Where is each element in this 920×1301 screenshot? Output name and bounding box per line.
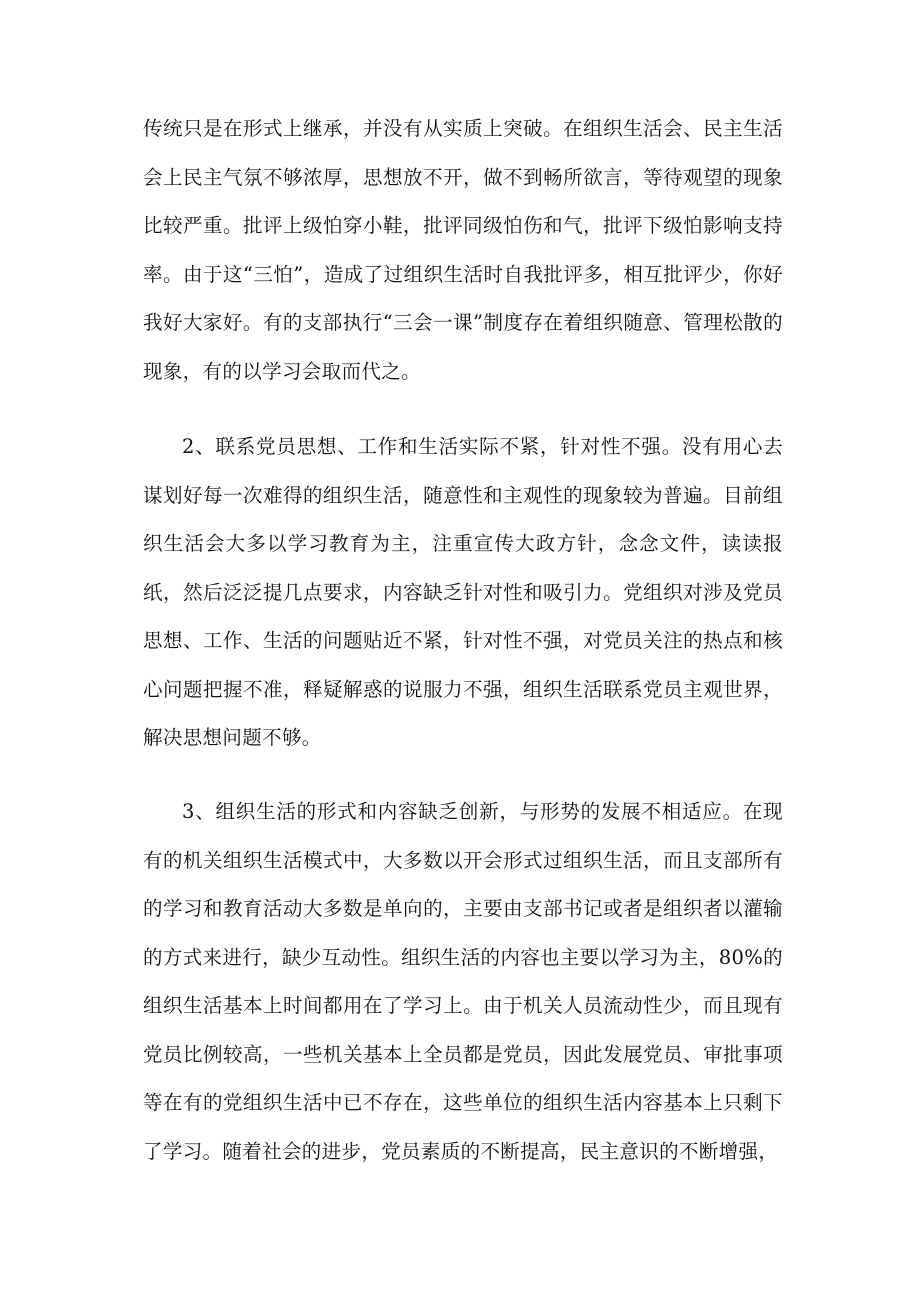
- paragraph-continuation: 传统只是在形式上继承，并没有从实质上突破。在组织生活会、民主生活会上民主气氛不够浓厚，思想放不开，做不到畅所欲言，等待观望的现象比较严重。批评上级怕穿小鞋，批评同级怕伤和气，批评下级怕影响支持率。由于这“三怕”，造成了过组织生活时自我批评多，相互批评少，你好我好大家好。有的支部执行“三会一课”制度存在着组织随意、管理松散的现象，有的以学习会取而代之。: [143, 117, 783, 383]
- paragraph-item-3: 3、组织生活的形式和内容缺乏创新，与形势的发展不相适应。在现有的机关组织生活模式中，大多数以开会形式过组织生活，而且支部所有的学习和教育活动大多数是单向的，主要由支部书记或者是组织者以灌输的方式来进行，缺少互动性。组织生活的内容也主要以学习为主，80%的组织生活基本上时间都用在了学习上。由于机关人员流动性少，而且现有党员比例较高，一些机关基本上全员都是党员，因此发展党员、审批事项等在有的党组织生活中已不存在，这些单位的组织生活内容基本上只剩下了学习。随着社会的进步，党员素质的不断提高，民主意识的不断增强，: [143, 800, 783, 1163]
- paragraph-item-2: 2、联系党员思想、工作和生活实际不紧，针对性不强。没有用心去谋划好每一次难得的组织生活，随意性和主观性的现象较为普遍。目前组织生活会大多以学习教育为主，注重宣传大政方针，念念文件，读读报纸，然后泛泛提几点要求，内容缺乏针对性和吸引力。党组织对涉及党员思想、工作、生活的问题贴近不紧，针对性不强，对党员关注的热点和核心问题把握不准，释疑解惑的说服力不强，组织生活联系党员主观世界，解决思想问题不够。: [143, 435, 783, 749]
